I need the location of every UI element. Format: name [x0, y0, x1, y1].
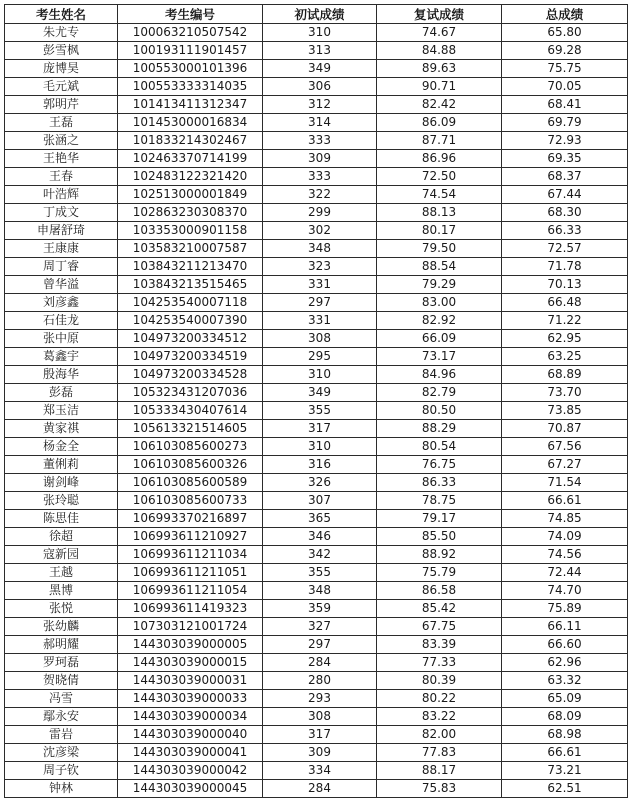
cell-candidate-id: 102463370714199 — [118, 150, 263, 168]
cell-candidate-id: 106103085600273 — [118, 438, 263, 456]
cell-total-score: 65.09 — [502, 690, 628, 708]
cell-first-exam-score: 355 — [263, 564, 377, 582]
cell-total-score: 68.89 — [502, 366, 628, 384]
cell-total-score: 68.09 — [502, 708, 628, 726]
cell-first-exam-score: 280 — [263, 672, 377, 690]
cell-candidate-id: 101413411312347 — [118, 96, 263, 114]
cell-first-exam-score: 299 — [263, 204, 377, 222]
cell-total-score: 66.11 — [502, 618, 628, 636]
table-row — [5, 420, 628, 438]
table-row — [5, 672, 628, 690]
table-row — [5, 402, 628, 420]
cell-retest-score: 88.17 — [377, 762, 502, 780]
cell-retest-score: 89.63 — [377, 60, 502, 78]
cell-total-score: 68.37 — [502, 168, 628, 186]
cell-retest-score: 82.79 — [377, 384, 502, 402]
cell-retest-score: 79.17 — [377, 510, 502, 528]
cell-total-score: 71.22 — [502, 312, 628, 330]
cell-first-exam-score: 346 — [263, 528, 377, 546]
cell-first-exam-score: 317 — [263, 420, 377, 438]
cell-retest-score: 88.13 — [377, 204, 502, 222]
table-row — [5, 96, 628, 114]
cell-name: 庞博昊 — [5, 60, 118, 78]
cell-total-score: 63.25 — [502, 348, 628, 366]
header-retest-score: 复试成绩 — [377, 5, 502, 24]
cell-total-score: 73.85 — [502, 402, 628, 420]
cell-candidate-id: 106993611211034 — [118, 546, 263, 564]
cell-total-score: 72.93 — [502, 132, 628, 150]
cell-total-score: 70.13 — [502, 276, 628, 294]
cell-name: 贺晓倩 — [5, 672, 118, 690]
cell-name: 张悦 — [5, 600, 118, 618]
table-row — [5, 168, 628, 186]
cell-total-score: 66.48 — [502, 294, 628, 312]
cell-retest-score: 82.42 — [377, 96, 502, 114]
cell-first-exam-score: 342 — [263, 546, 377, 564]
cell-name: 叶浩辉 — [5, 186, 118, 204]
cell-candidate-id: 104973200334519 — [118, 348, 263, 366]
cell-total-score: 73.21 — [502, 762, 628, 780]
cell-name: 彭雪枫 — [5, 42, 118, 60]
cell-retest-score: 80.39 — [377, 672, 502, 690]
cell-total-score: 70.05 — [502, 78, 628, 96]
cell-total-score: 66.33 — [502, 222, 628, 240]
cell-first-exam-score: 307 — [263, 492, 377, 510]
cell-retest-score: 82.00 — [377, 726, 502, 744]
cell-candidate-id: 100063210507542 — [118, 24, 263, 42]
cell-retest-score: 90.71 — [377, 78, 502, 96]
cell-retest-score: 86.09 — [377, 114, 502, 132]
cell-total-score: 67.27 — [502, 456, 628, 474]
cell-first-exam-score: 327 — [263, 618, 377, 636]
cell-candidate-id: 144303039000041 — [118, 744, 263, 762]
cell-candidate-id: 104253540007390 — [118, 312, 263, 330]
cell-first-exam-score: 308 — [263, 708, 377, 726]
table-row — [5, 690, 628, 708]
cell-name: 陈思佳 — [5, 510, 118, 528]
cell-name: 王春 — [5, 168, 118, 186]
cell-first-exam-score: 323 — [263, 258, 377, 276]
cell-candidate-id: 105323431207036 — [118, 384, 263, 402]
cell-candidate-id: 100553000101396 — [118, 60, 263, 78]
cell-retest-score: 80.54 — [377, 438, 502, 456]
cell-total-score: 71.54 — [502, 474, 628, 492]
cell-retest-score: 66.09 — [377, 330, 502, 348]
cell-total-score: 70.87 — [502, 420, 628, 438]
cell-retest-score: 86.58 — [377, 582, 502, 600]
table-row — [5, 528, 628, 546]
score-sheet — [4, 4, 627, 798]
cell-total-score: 71.78 — [502, 258, 628, 276]
cell-candidate-id: 104253540007118 — [118, 294, 263, 312]
cell-candidate-id: 103583210007587 — [118, 240, 263, 258]
cell-retest-score: 86.96 — [377, 150, 502, 168]
cell-total-score: 74.56 — [502, 546, 628, 564]
cell-candidate-id: 103843213515465 — [118, 276, 263, 294]
cell-total-score: 74.09 — [502, 528, 628, 546]
cell-candidate-id: 101453000016834 — [118, 114, 263, 132]
cell-name: 黄家祺 — [5, 420, 118, 438]
cell-first-exam-score: 295 — [263, 348, 377, 366]
cell-total-score: 66.61 — [502, 744, 628, 762]
cell-retest-score: 77.33 — [377, 654, 502, 672]
cell-name: 郝明耀 — [5, 636, 118, 654]
cell-name: 毛元斌 — [5, 78, 118, 96]
table-row — [5, 708, 628, 726]
cell-candidate-id: 103843211213470 — [118, 258, 263, 276]
table-row — [5, 150, 628, 168]
table-row — [5, 186, 628, 204]
cell-name: 董俐莉 — [5, 456, 118, 474]
cell-total-score: 69.35 — [502, 150, 628, 168]
cell-first-exam-score: 313 — [263, 42, 377, 60]
cell-candidate-id: 100193111901457 — [118, 42, 263, 60]
cell-name: 周丁睿 — [5, 258, 118, 276]
cell-first-exam-score: 314 — [263, 114, 377, 132]
cell-total-score: 75.75 — [502, 60, 628, 78]
cell-candidate-id: 102863230308370 — [118, 204, 263, 222]
cell-name: 郭明芹 — [5, 96, 118, 114]
table-row — [5, 546, 628, 564]
table-row — [5, 42, 628, 60]
cell-total-score: 67.44 — [502, 186, 628, 204]
cell-first-exam-score: 334 — [263, 762, 377, 780]
cell-retest-score: 67.75 — [377, 618, 502, 636]
cell-name: 张幼麟 — [5, 618, 118, 636]
cell-total-score: 69.28 — [502, 42, 628, 60]
cell-retest-score: 85.42 — [377, 600, 502, 618]
cell-first-exam-score: 349 — [263, 60, 377, 78]
cell-name: 张涵之 — [5, 132, 118, 150]
table-row — [5, 780, 628, 798]
cell-retest-score: 74.54 — [377, 186, 502, 204]
table-row — [5, 222, 628, 240]
cell-total-score: 66.61 — [502, 492, 628, 510]
table-row — [5, 330, 628, 348]
cell-first-exam-score: 322 — [263, 186, 377, 204]
cell-name: 郑玉洁 — [5, 402, 118, 420]
cell-first-exam-score: 310 — [263, 438, 377, 456]
cell-first-exam-score: 284 — [263, 780, 377, 798]
cell-name: 鄢永安 — [5, 708, 118, 726]
table-row — [5, 312, 628, 330]
score-table — [4, 4, 628, 798]
cell-candidate-id: 144303039000042 — [118, 762, 263, 780]
table-row — [5, 744, 628, 762]
cell-retest-score: 83.00 — [377, 294, 502, 312]
cell-first-exam-score: 302 — [263, 222, 377, 240]
table-row — [5, 204, 628, 222]
cell-retest-score: 76.75 — [377, 456, 502, 474]
cell-first-exam-score: 293 — [263, 690, 377, 708]
cell-retest-score: 75.79 — [377, 564, 502, 582]
cell-first-exam-score: 297 — [263, 636, 377, 654]
cell-name: 张中原 — [5, 330, 118, 348]
cell-candidate-id: 106103085600326 — [118, 456, 263, 474]
table-row — [5, 438, 628, 456]
cell-candidate-id: 144303039000015 — [118, 654, 263, 672]
cell-first-exam-score: 310 — [263, 24, 377, 42]
cell-name: 刘彦鑫 — [5, 294, 118, 312]
cell-retest-score: 80.22 — [377, 690, 502, 708]
table-row — [5, 366, 628, 384]
cell-first-exam-score: 365 — [263, 510, 377, 528]
header-total-score: 总成绩 — [502, 5, 628, 24]
cell-name: 寇新园 — [5, 546, 118, 564]
cell-name: 周子钦 — [5, 762, 118, 780]
table-row — [5, 654, 628, 672]
cell-name: 杨金全 — [5, 438, 118, 456]
cell-retest-score: 84.88 — [377, 42, 502, 60]
cell-candidate-id: 106103085600733 — [118, 492, 263, 510]
cell-first-exam-score: 306 — [263, 78, 377, 96]
cell-total-score: 63.32 — [502, 672, 628, 690]
table-row — [5, 456, 628, 474]
cell-total-score: 66.60 — [502, 636, 628, 654]
cell-first-exam-score: 331 — [263, 276, 377, 294]
cell-candidate-id: 144303039000040 — [118, 726, 263, 744]
cell-name: 钟林 — [5, 780, 118, 798]
cell-first-exam-score: 309 — [263, 744, 377, 762]
cell-candidate-id: 103353000901158 — [118, 222, 263, 240]
cell-retest-score: 86.33 — [377, 474, 502, 492]
table-row — [5, 582, 628, 600]
cell-first-exam-score: 312 — [263, 96, 377, 114]
cell-first-exam-score: 326 — [263, 474, 377, 492]
cell-first-exam-score: 349 — [263, 384, 377, 402]
table-row — [5, 240, 628, 258]
table-body — [5, 24, 628, 798]
cell-first-exam-score: 308 — [263, 330, 377, 348]
cell-name: 申屠舒琦 — [5, 222, 118, 240]
cell-total-score: 69.79 — [502, 114, 628, 132]
cell-candidate-id: 106993611211051 — [118, 564, 263, 582]
cell-first-exam-score: 309 — [263, 150, 377, 168]
cell-name: 雷岩 — [5, 726, 118, 744]
cell-total-score: 67.56 — [502, 438, 628, 456]
cell-retest-score: 85.50 — [377, 528, 502, 546]
cell-retest-score: 74.67 — [377, 24, 502, 42]
cell-total-score: 68.41 — [502, 96, 628, 114]
cell-candidate-id: 106103085600589 — [118, 474, 263, 492]
cell-name: 葛鑫宇 — [5, 348, 118, 366]
cell-total-score: 65.80 — [502, 24, 628, 42]
cell-name: 谢剑峰 — [5, 474, 118, 492]
cell-name: 彭磊 — [5, 384, 118, 402]
cell-total-score: 72.44 — [502, 564, 628, 582]
table-row — [5, 600, 628, 618]
table-row — [5, 24, 628, 42]
cell-candidate-id: 144303039000031 — [118, 672, 263, 690]
cell-candidate-id: 101833214302467 — [118, 132, 263, 150]
header-name: 考生姓名 — [5, 5, 118, 24]
cell-candidate-id: 100553333314035 — [118, 78, 263, 96]
cell-candidate-id: 106993611419323 — [118, 600, 263, 618]
cell-retest-score: 72.50 — [377, 168, 502, 186]
cell-retest-score: 75.83 — [377, 780, 502, 798]
table-row — [5, 564, 628, 582]
cell-candidate-id: 144303039000045 — [118, 780, 263, 798]
cell-total-score: 68.30 — [502, 204, 628, 222]
cell-total-score: 72.57 — [502, 240, 628, 258]
table-row — [5, 114, 628, 132]
cell-total-score: 73.70 — [502, 384, 628, 402]
cell-retest-score: 78.75 — [377, 492, 502, 510]
cell-retest-score: 88.29 — [377, 420, 502, 438]
table-row — [5, 474, 628, 492]
table-row — [5, 78, 628, 96]
cell-total-score: 74.70 — [502, 582, 628, 600]
cell-candidate-id: 144303039000034 — [118, 708, 263, 726]
cell-candidate-id: 102513000001849 — [118, 186, 263, 204]
table-row — [5, 294, 628, 312]
cell-name: 王越 — [5, 564, 118, 582]
cell-retest-score: 83.22 — [377, 708, 502, 726]
cell-first-exam-score: 348 — [263, 240, 377, 258]
cell-total-score: 62.96 — [502, 654, 628, 672]
header-first-exam-score: 初试成绩 — [263, 5, 377, 24]
cell-candidate-id: 104973200334512 — [118, 330, 263, 348]
cell-retest-score: 73.17 — [377, 348, 502, 366]
cell-retest-score: 79.50 — [377, 240, 502, 258]
cell-first-exam-score: 333 — [263, 168, 377, 186]
cell-candidate-id: 144303039000033 — [118, 690, 263, 708]
cell-total-score: 62.95 — [502, 330, 628, 348]
cell-name: 黑博 — [5, 582, 118, 600]
cell-first-exam-score: 284 — [263, 654, 377, 672]
cell-candidate-id: 106993611211054 — [118, 582, 263, 600]
table-row — [5, 618, 628, 636]
cell-name: 石佳龙 — [5, 312, 118, 330]
table-row — [5, 492, 628, 510]
cell-retest-score: 80.50 — [377, 402, 502, 420]
cell-retest-score: 84.96 — [377, 366, 502, 384]
cell-name: 王康康 — [5, 240, 118, 258]
cell-retest-score: 79.29 — [377, 276, 502, 294]
cell-first-exam-score: 316 — [263, 456, 377, 474]
table-row — [5, 510, 628, 528]
table-row — [5, 132, 628, 150]
cell-candidate-id: 105613321514605 — [118, 420, 263, 438]
cell-candidate-id: 102483122321420 — [118, 168, 263, 186]
cell-retest-score: 87.71 — [377, 132, 502, 150]
cell-total-score: 68.98 — [502, 726, 628, 744]
cell-name: 殷海华 — [5, 366, 118, 384]
cell-candidate-id: 144303039000005 — [118, 636, 263, 654]
cell-retest-score: 77.83 — [377, 744, 502, 762]
cell-name: 曾华溢 — [5, 276, 118, 294]
cell-retest-score: 88.54 — [377, 258, 502, 276]
cell-name: 张玲聪 — [5, 492, 118, 510]
cell-name: 沈彦梁 — [5, 744, 118, 762]
cell-first-exam-score: 348 — [263, 582, 377, 600]
cell-first-exam-score: 355 — [263, 402, 377, 420]
table-row — [5, 258, 628, 276]
table-row — [5, 384, 628, 402]
table-row — [5, 762, 628, 780]
cell-first-exam-score: 359 — [263, 600, 377, 618]
cell-candidate-id: 105333430407614 — [118, 402, 263, 420]
table-row — [5, 726, 628, 744]
cell-name: 丁成文 — [5, 204, 118, 222]
cell-name: 徐超 — [5, 528, 118, 546]
cell-first-exam-score: 317 — [263, 726, 377, 744]
cell-first-exam-score: 297 — [263, 294, 377, 312]
header-row — [5, 5, 628, 24]
cell-first-exam-score: 310 — [263, 366, 377, 384]
cell-retest-score: 80.17 — [377, 222, 502, 240]
cell-candidate-id: 106993370216897 — [118, 510, 263, 528]
table-row — [5, 636, 628, 654]
table-row — [5, 276, 628, 294]
header-candidate-id: 考生编号 — [118, 5, 263, 24]
cell-name: 朱尤专 — [5, 24, 118, 42]
cell-candidate-id: 107303121001724 — [118, 618, 263, 636]
cell-first-exam-score: 333 — [263, 132, 377, 150]
cell-total-score: 62.51 — [502, 780, 628, 798]
cell-retest-score: 88.92 — [377, 546, 502, 564]
cell-name: 冯雪 — [5, 690, 118, 708]
cell-name: 王磊 — [5, 114, 118, 132]
cell-name: 王艳华 — [5, 150, 118, 168]
table-row — [5, 348, 628, 366]
cell-total-score: 74.85 — [502, 510, 628, 528]
cell-first-exam-score: 331 — [263, 312, 377, 330]
cell-candidate-id: 106993611210927 — [118, 528, 263, 546]
cell-name: 罗珂磊 — [5, 654, 118, 672]
cell-candidate-id: 104973200334528 — [118, 366, 263, 384]
table-row — [5, 60, 628, 78]
cell-total-score: 75.89 — [502, 600, 628, 618]
cell-retest-score: 83.39 — [377, 636, 502, 654]
cell-retest-score: 82.92 — [377, 312, 502, 330]
